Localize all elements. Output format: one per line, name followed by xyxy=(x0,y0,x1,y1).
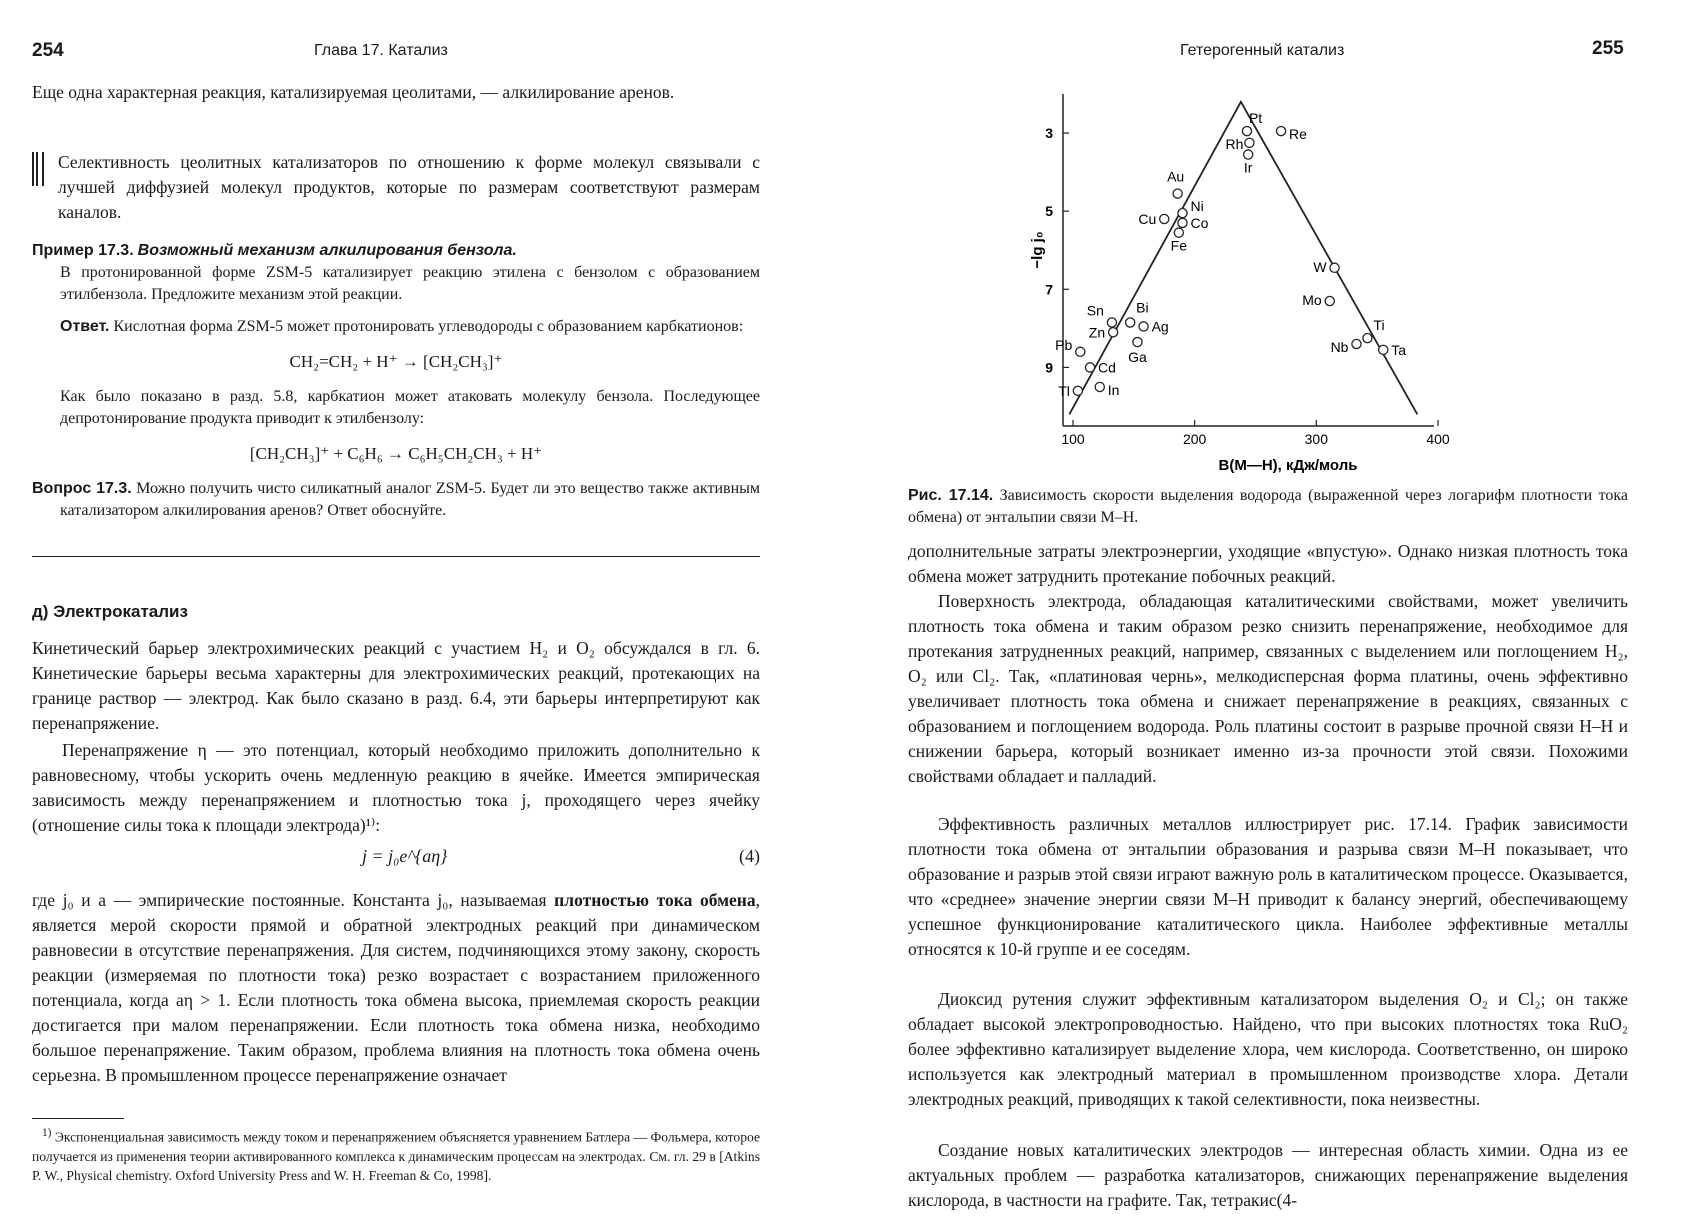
example-divider xyxy=(32,556,760,557)
intro-paragraph: Еще одна характерная реакция, катализируемая цеолитами, — алкилирование аренов. xyxy=(32,82,675,102)
point-label-ag: Ag xyxy=(1151,318,1169,335)
data-point-mo xyxy=(1325,296,1334,305)
footnote-mark: 1) xyxy=(42,1127,52,1139)
point-label-ti: Ti xyxy=(1373,317,1385,334)
example-title: Возможный механизм алкилирования бензола. xyxy=(137,242,517,259)
answer-label: Ответ. xyxy=(60,318,110,335)
equation-alkylation: [CH₂CH₃]⁺ + C₆H₆ → C₆H₅CH₂CH₃ + H⁺ xyxy=(249,444,543,463)
point-label-in: In xyxy=(1107,381,1120,398)
paragraph-3-body: , является мерой скорости прямой и обратной электродных реакций при динамическом равновесии в отсутствие перенапряжения. Для систем, подчиняющихся этому закону, скорость реакции (измеряемая по плотности тока) резко возрастает с возрастанием приложенного потенциала, когда aη > 1. Если плотность тока обмена высока, приемлемая скорость реакции достигается при малом перенапряжении. Если плотность тока обмена низка, необходимо большое перенапряжение. Таким образом, проблема влияния на плотность тока обмена очень серьезна. В промышленном процессе перенапряжение означает xyxy=(32,890,760,1085)
data-point-zn xyxy=(1109,328,1118,337)
running-title: Гетерогенный катализ xyxy=(1180,42,1345,59)
equation-number: (4) xyxy=(739,846,760,866)
data-point-co xyxy=(1178,218,1187,227)
figure-caption: Зависимость скорости выделения водорода (выраженной через логарифм плотности тока обмена) от энтальпии связи M–H. xyxy=(908,487,1628,526)
x-tick-label: 200 xyxy=(1182,431,1207,447)
data-point-ag xyxy=(1139,322,1148,331)
point-label-sn: Sn xyxy=(1086,302,1104,319)
point-label-pt: Pt xyxy=(1248,110,1263,127)
section-heading-electrocatalysis: д) Электрокатализ xyxy=(32,602,188,621)
point-label-cu: Cu xyxy=(1138,210,1157,227)
data-point-cd xyxy=(1085,363,1094,372)
example-middle-text: Как было показано в разд. 5.8, карбкатион может атаковать молекулу бензола. Последующее депротонирование продукта приводит к этилбензолу: xyxy=(60,388,760,427)
chapter-title: Глава 17. Катализ xyxy=(314,42,448,59)
x-tick-label: 100 xyxy=(1061,431,1085,447)
data-point-pt xyxy=(1242,127,1251,136)
data-point-ir xyxy=(1244,150,1253,159)
point-label-w: W xyxy=(1313,258,1327,275)
equation-exchange-current: j = j₀e^{aη} xyxy=(362,846,448,866)
point-label-nb: Nb xyxy=(1330,338,1349,355)
point-label-re: Re xyxy=(1289,126,1307,143)
y-tick-label: 7 xyxy=(1045,281,1053,298)
right-paragraph-3: Эффективность различных металлов иллюстрирует рис. 17.14. График зависимости плотности тока обмена от энтальпии образования и разрыва связи M–H показывает, что образование и разрыв этой связи играют важную роль в каталитическом процессе. Оказывается, что «среднее» значение энергии связи M–H приводит к балансу энергий, обеспечивающему успешное функционирование каталитического цикла. Наиболее эффективные металлы относятся к 10-й группе и ее соседям. xyxy=(908,814,1628,959)
y-tick-label: 5 xyxy=(1045,203,1053,220)
x-tick-label: 400 xyxy=(1426,431,1450,447)
question-label: Вопрос 17.3. xyxy=(32,480,132,497)
data-point-tl xyxy=(1073,386,1082,395)
data-point-ti xyxy=(1363,334,1372,343)
point-label-pb: Pb xyxy=(1055,336,1073,353)
equation-4 xyxy=(32,846,760,872)
example-label: Пример 17.3. xyxy=(32,242,134,259)
page-number-left: 254 xyxy=(32,40,64,61)
point-label-mo: Mo xyxy=(1302,292,1322,309)
data-point-w xyxy=(1330,263,1339,272)
data-point-nb xyxy=(1352,339,1361,348)
point-label-cd: Cd xyxy=(1098,359,1116,376)
data-point-bi xyxy=(1126,318,1135,327)
data-point-ta xyxy=(1379,345,1388,354)
data-point-rh xyxy=(1245,138,1254,147)
point-label-co: Co xyxy=(1190,214,1209,231)
data-point-ga xyxy=(1133,337,1142,346)
x-tick-label: 300 xyxy=(1304,431,1329,447)
electrocatalysis-paragraph-2: Перенапряжение η — это потенциал, который необходимо приложить дополнительно к равновесному, чтобы ускорить очень медленную реакцию в ячейке. Имеется эмпирическая зависимость между перенапряжением и плотностью тока j, проходящего через ячейку (отношение силы тока к площади электрода)¹⁾: xyxy=(32,740,760,835)
data-point-fe xyxy=(1174,228,1183,237)
data-point-in xyxy=(1095,382,1104,391)
y-tick-label: 3 xyxy=(1045,125,1053,142)
footnote-text: Экспоненциальная зависимость между током и перенапряжением объясняется уравнением Батлера — Фольмера, которое получается из применения теории активированного комплекса к динамическим процессам на электродах. См. гл. 29 в [Atkins P. W., Physical chemistry. Oxford University Press and W. H. Freeman & Co, 1998]. xyxy=(32,1129,760,1183)
footnote-rule xyxy=(32,1118,124,1119)
right-paragraph-1: дополнительные затраты электроэнергии, уходящие «впустую». Однако низкая плотность тока обмена может затруднить протекание побочных реакций. xyxy=(908,541,1628,586)
data-point-sn xyxy=(1107,318,1116,327)
point-label-fe: Fe xyxy=(1170,237,1188,254)
equation-protonation: CH₂=CH₂ + H⁺ → [CH₂CH₃]⁺ xyxy=(289,352,503,371)
right-paragraph-2: Поверхность электрода, обладающая каталитическими свойствами, может увеличить плотность тока обмена и таким образом резко снизить перенапряжение, необходимое для протекания затрудненных реакций, например, связанных с выделением или поглощением H₂, O₂ или Cl₂. Так, «платиновая чернь», мелкодисперсная форма платины, очень эффективно увеличивает плотность тока обмена и снижает перенапряжение в реакциях, связанных с образованием и поглощением водорода. Роль платины состоит в разрыве прочной связи H–H и снижении барьера, который возникает именно из-за прочности этой связи. Похожими свойствами обладает и палладий. xyxy=(908,591,1628,786)
example-text: В протонированной форме ZSM-5 катализирует реакцию этилена с бензолом с образованием этилбензола. Предложите механизм этой реакции. xyxy=(60,264,760,303)
point-label-rh: Rh xyxy=(1225,135,1244,152)
point-label-ta: Ta xyxy=(1391,341,1407,358)
point-label-zn: Zn xyxy=(1088,324,1106,341)
right-paragraph-5: Создание новых каталитических электродов — интересная область химии. Одна из ее актуальных проблем — разработка катализаторов, снижающих перенапряжение выделения кислорода, в частности на графите. Так, тетракис(4- xyxy=(908,1140,1628,1210)
paragraph-3-lead: где j₀ и a — эмпирические постоянные. Константа j₀, называемая xyxy=(32,890,555,910)
data-point-re xyxy=(1276,127,1285,136)
point-label-tl: Tl xyxy=(1058,382,1070,399)
figure-label: Рис. 17.14. xyxy=(908,487,994,504)
question-text: Можно получить чисто силикатный аналог ZSM-5. Будет ли это вещество также активным катализатором алкилирования аренов? Ответ обоснуйте. xyxy=(60,480,761,519)
point-label-ga: Ga xyxy=(1128,349,1147,366)
data-point-ni xyxy=(1178,209,1187,218)
y-axis-label: −lg j₀ xyxy=(1029,231,1046,269)
data-point-pb xyxy=(1076,347,1085,356)
page-number-right: 255 xyxy=(1592,38,1624,59)
right-paragraph-4: Диоксид рутения служит эффективным катализатором выделения O₂ и Cl₂; он также обладает высокой электропроводностью. Найдено, что при высоких плотностях тока RuO₂ более эффективно катализирует выделение хлора, чем кислорода. Соответственно, он широко используется как электродный материал в промышленном производстве хлора. Детали электродных реакций, приводящих к такой селективности, пока неизвестны. xyxy=(908,989,1628,1109)
exchange-current-term: плотностью тока обмена xyxy=(554,890,756,910)
data-point-cu xyxy=(1160,214,1169,223)
margin-bar-icon xyxy=(32,152,44,186)
electrocatalysis-paragraph-1: Кинетический барьер электрохимических реакций с участием H₂ и O₂ обсуждался в гл. 6. Кинетические барьеры весьма характерны для электрохимических реакций, протекающих на границе раствор — электрод. Как было сказано в разд. 6.4, эти барьеры интерпретируют как перенапряжение. xyxy=(32,638,760,733)
data-point-au xyxy=(1173,189,1182,198)
point-label-ni: Ni xyxy=(1190,198,1204,215)
y-tick-label: 9 xyxy=(1045,359,1053,376)
x-axis-label: B(M—H), кДж/моль xyxy=(1218,457,1358,474)
volcano-plot xyxy=(1018,86,1458,478)
chart-marks xyxy=(1055,102,1417,414)
point-label-au: Au xyxy=(1167,168,1185,185)
point-label-bi: Bi xyxy=(1136,299,1149,316)
point-label-ir: Ir xyxy=(1243,159,1253,176)
answer-text: Кислотная форма ZSM-5 может протонировать углеводороды с образованием карбкатионов: xyxy=(113,318,744,335)
shape-selectivity-text: Селективность цеолитных катализаторов по отношению к форме молекул связывали с лучшей диффузией молекул продуктов, которые по размерам соответствуют размерам каналов. xyxy=(58,152,760,222)
shape-selectivity-note xyxy=(32,150,760,225)
example-box xyxy=(32,240,760,522)
